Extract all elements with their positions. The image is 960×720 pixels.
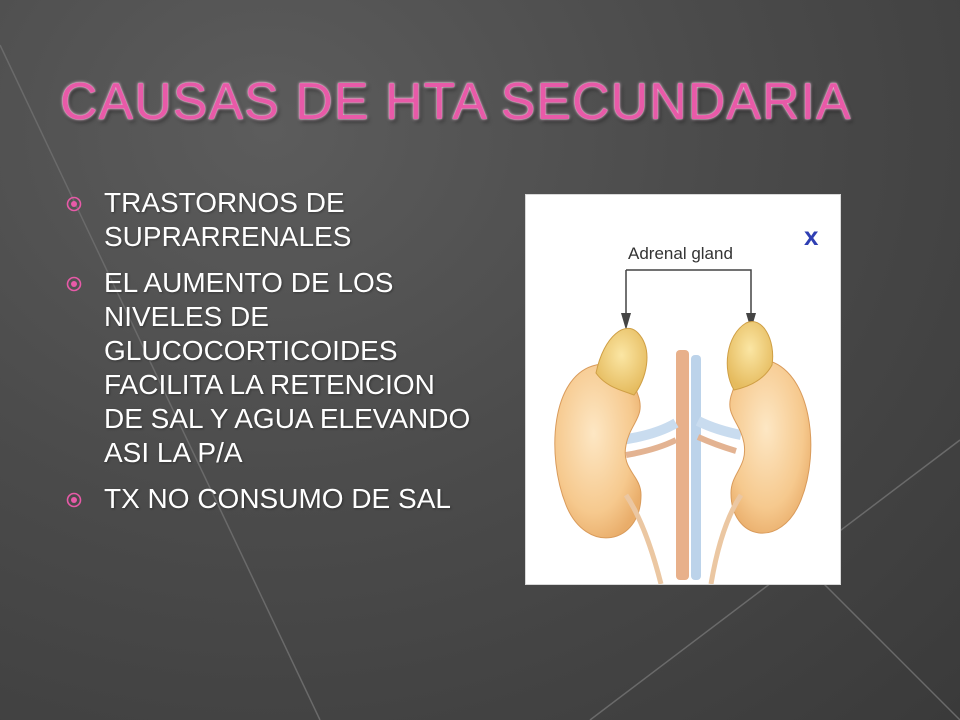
circled-dot-icon [66,276,82,292]
close-x-icon: x [804,221,819,251]
bullet-text: EL AUMENTO DE LOS NIVELES DE GLUCOCORTICOIDES FACILITA LA RETENCION DE SAL Y AGUA ELEVANDO ASI LA P/A [104,267,471,468]
bullet-list [66,186,476,528]
adrenal-gland-figure [526,195,840,584]
circled-dot-icon [66,196,82,212]
bullet-item [66,482,476,516]
bullet-item [66,186,476,254]
kidney-adrenal-illustration [526,195,840,584]
figure-label: Adrenal gland [628,244,733,263]
circled-dot-icon [66,492,82,508]
bullet-text: TRASTORNOS DE SUPRARRENALES [104,187,352,252]
slide-title: CAUSAS DE HTA SECUNDARIA [60,73,852,131]
bullet-item [66,266,476,470]
bullet-text: TX NO CONSUMO DE SAL [104,483,451,514]
